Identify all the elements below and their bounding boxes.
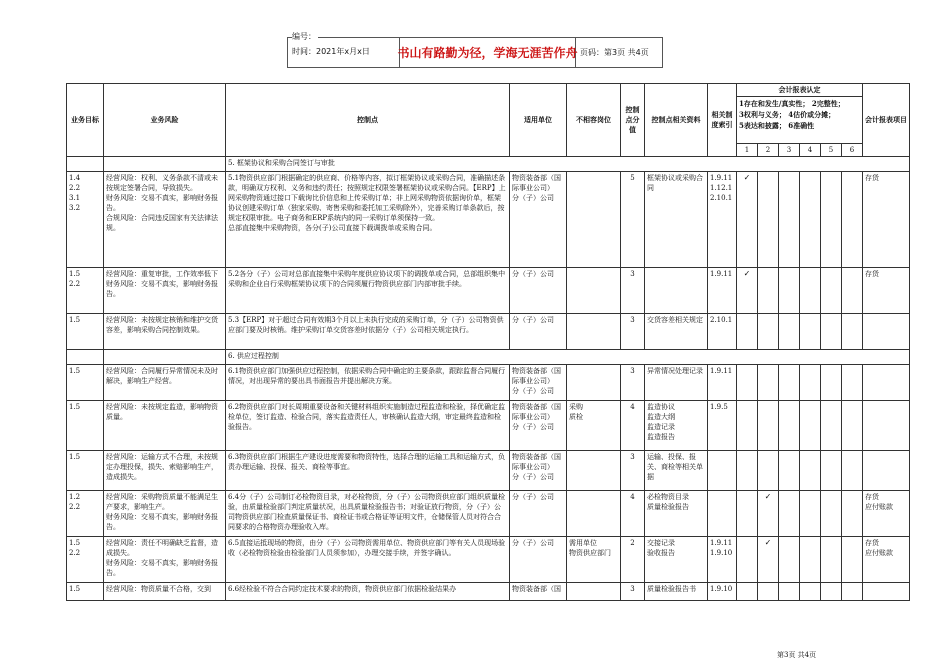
control-matrix-table (66, 83, 910, 601)
table-row (67, 314, 910, 350)
table-row (67, 365, 910, 401)
col-header-risk: 业务风险 (104, 84, 226, 157)
docs-cell (645, 268, 708, 314)
report-item-cell (863, 365, 910, 401)
assertion-check-4 (800, 401, 821, 451)
assertion-check-2 (758, 172, 779, 268)
report-item-cell (863, 451, 910, 491)
score-cell: 4 (621, 401, 645, 451)
section-row (67, 350, 910, 365)
risk-cell: 经营风险：合同履行异常情况未及时解决，影响生产经营。 (104, 365, 226, 401)
risk-cell: 经营风险：未按规定核销和维护交货容差，影响采购合同控制效果。 (104, 314, 226, 350)
assertion-check-1: ✓ (737, 268, 758, 314)
assertion-check-6 (842, 537, 863, 583)
assertion-check-5 (821, 537, 842, 583)
assertion-check-4 (800, 268, 821, 314)
assertion-check-6 (842, 172, 863, 268)
assertion-check-5 (821, 172, 842, 268)
report-item-cell: 存货 (863, 172, 910, 268)
col-header-control: 控制点 (226, 84, 510, 157)
control-cell: 6.3物资供应部门根据生产建设进度需要和物资特性，选择合理的运输工具和运输方式，负责办理运输、投保、报关、商检等事宜。 (226, 451, 510, 491)
assertion-check-3 (779, 314, 800, 350)
docs-cell: 质量检验报告书 (645, 583, 708, 601)
assertion-check-2 (758, 583, 779, 601)
header-page: 页码：第3页 共4页 (580, 48, 649, 57)
assertion-check-3 (779, 401, 800, 451)
col-header-item: 会计报表项目 (863, 84, 910, 157)
assertion-check-5 (821, 268, 842, 314)
incompatible-cell: 采购 质检 (567, 401, 621, 451)
control-cell: 5.3【ERP】对于超过合同有效期3个月以上未执行完成的采购订单，分（子）公司物资供应部门要及时核销。维护采购订单交货容差时依据分（子）公司相关规定执行。 (226, 314, 510, 350)
assertion-check-1 (737, 401, 758, 451)
assertion-check-2 (758, 365, 779, 401)
assertion-check-6 (842, 451, 863, 491)
score-cell: 3 (621, 268, 645, 314)
index-cell: 1.9.11 1.12.1 2.10.1 (708, 172, 737, 268)
score-cell: 3 (621, 583, 645, 601)
assertion-check-4 (800, 583, 821, 601)
assertion-check-3 (779, 583, 800, 601)
control-cell: 5.2各分（子）公司对总部直接集中采购年度供应协议项下的调拨单或合同，总部组织集中采购和企业自行采购框架协议项下的合同须履行物资供应部门内部审批手续。 (226, 268, 510, 314)
goal-cell: 1.5 (67, 401, 104, 451)
doc-date: 时间：2021年x月x日 (292, 47, 370, 56)
assertion-check-6 (842, 401, 863, 451)
doc-number: 编号： (292, 32, 316, 41)
assertion-check-6 (842, 365, 863, 401)
assertion-col-1: 1 (737, 144, 758, 157)
assertion-check-4 (800, 451, 821, 491)
control-cell: 6.2物资供应部门对长周期重要设备和关键材料组织实施制造过程监造和检验，择优确定监检单位，签订监造、检验合同，落实监造责任人，审核确认监造大纲，审定最终监造和检验报告。 (226, 401, 510, 451)
assertion-check-2 (758, 401, 779, 451)
incompatible-cell (567, 172, 621, 268)
table-row (67, 491, 910, 537)
assertion-check-5 (821, 451, 842, 491)
table-row (67, 583, 910, 601)
table-row (67, 172, 910, 268)
header-motto: 书山有路勤为径，学海无涯苦作舟 (400, 38, 576, 67)
score-cell: 3 (621, 314, 645, 350)
assertion-check-1 (737, 491, 758, 537)
unit-cell: 物资装备部（国际事业公司） 分（子）公司 (510, 172, 567, 268)
table-row (67, 268, 910, 314)
unit-cell: 分（子）公司 (510, 491, 567, 537)
assertion-check-2: ✓ (758, 491, 779, 537)
index-cell (708, 451, 737, 491)
assertion-check-3 (779, 172, 800, 268)
header-meta (288, 32, 400, 67)
assertion-check-3 (779, 537, 800, 583)
unit-cell: 分（子）公司 (510, 537, 567, 583)
assertion-check-1 (737, 314, 758, 350)
unit-cell: 物资装备部（国际事业公司） 分（子）公司 (510, 365, 567, 401)
goal-cell: 1.4 2.2 3.1 3.2 (67, 172, 104, 268)
table-row (67, 451, 910, 491)
assertion-col-6: 6 (842, 144, 863, 157)
goal-cell: 1.2 2.2 (67, 491, 104, 537)
incompatible-cell (567, 268, 621, 314)
assertion-col-5: 5 (821, 144, 842, 157)
col-header-incompatible: 不相容岗位 (567, 84, 621, 157)
assertion-col-3: 3 (779, 144, 800, 157)
unit-cell: 物资装备部（国际事业公司） 分（子）公司 (510, 451, 567, 491)
section-title: 6. 供应过程控制 (226, 350, 910, 365)
docs-cell: 交货容差相关规定 (645, 314, 708, 350)
report-item-cell (863, 401, 910, 451)
assertion-check-2: ✓ (758, 537, 779, 583)
incompatible-cell (567, 451, 621, 491)
assertion-check-5 (821, 365, 842, 401)
report-item-cell: 存货 应付账款 (863, 537, 910, 583)
assertion-check-3 (779, 451, 800, 491)
assertion-check-2 (758, 268, 779, 314)
score-cell: 3 (621, 365, 645, 401)
assertion-check-1 (737, 537, 758, 583)
risk-cell: 经营风险：未按规定监造，影响物资质量。 (104, 401, 226, 451)
assertion-col-4: 4 (800, 144, 821, 157)
assertion-check-5 (821, 491, 842, 537)
assertion-check-1 (737, 583, 758, 601)
col-header-unit: 适用单位 (510, 84, 567, 157)
incompatible-cell: 需用单位 物资供应部门 (567, 537, 621, 583)
col-header-score: 控制点分值 (621, 84, 645, 157)
unit-cell: 分（子）公司 (510, 268, 567, 314)
risk-cell: 经营风险：物资质量不合格，交到 (104, 583, 226, 601)
assertion-check-3 (779, 491, 800, 537)
assertion-check-3 (779, 268, 800, 314)
goal-cell: 1.5 2.2 (67, 537, 104, 583)
assertion-check-4 (800, 365, 821, 401)
control-cell: 6.6经检验不符合合同约定技术要求的物资，物资供应部门依据检验结果办 (226, 583, 510, 601)
assertion-check-4 (800, 172, 821, 268)
unit-cell: 物资装备部（国际事业公司） 分（子）公司 (510, 401, 567, 451)
assertion-check-4 (800, 491, 821, 537)
docs-cell: 监造协议 监造大纲 监造记录 监造报告 (645, 401, 708, 451)
score-cell: 4 (621, 491, 645, 537)
control-cell: 6.5直接运抵现场的物资，由分（子）公司物资需用单位、物资供应部门等有关人员现场验收（必检物资检验由检验部门人员须参加），办理交接手续，并签字确认。 (226, 537, 510, 583)
col-header-index: 相关制度索引 (708, 84, 737, 157)
goal-cell: 1.5 (67, 583, 104, 601)
docs-cell: 运输、投保、报关、商检等相关单据 (645, 451, 708, 491)
assertion-check-5 (821, 314, 842, 350)
unit-cell: 物资装备部（国 (510, 583, 567, 601)
goal-cell: 1.5 (67, 314, 104, 350)
col-header-assertion: 会计报表认定 (737, 84, 863, 97)
report-item-cell: 存货 (863, 268, 910, 314)
goal-cell: 1.5 (67, 451, 104, 491)
index-cell (708, 491, 737, 537)
score-cell: 3 (621, 451, 645, 491)
assertion-check-3 (779, 365, 800, 401)
report-item-cell: 存货 应付账款 (863, 491, 910, 537)
assertion-check-4 (800, 537, 821, 583)
assertion-check-1 (737, 365, 758, 401)
docs-cell: 必检物资目录 质量检验报告 (645, 491, 708, 537)
goal-cell: 1.5 2.2 (67, 268, 104, 314)
assertion-check-5 (821, 401, 842, 451)
page-footer: 第3页 共4页 (777, 651, 817, 659)
score-cell: 5 (621, 172, 645, 268)
assertion-col-2: 2 (758, 144, 779, 157)
section-row (67, 157, 910, 172)
assertion-check-2 (758, 314, 779, 350)
assertion-check-6 (842, 491, 863, 537)
incompatible-cell (567, 583, 621, 601)
incompatible-cell (567, 314, 621, 350)
table-row (67, 537, 910, 583)
docs-cell: 框架协议或采购合同 (645, 172, 708, 268)
docs-cell: 交接记录 验收报告 (645, 537, 708, 583)
control-cell: 6.4分（子）公司制订必检物资目录，对必检物资，分（子）公司物资供应部门组织质量检验，由质量检验部门判定质量状况，出具质量检验报告书；对验证放行物资，分（子）公司物资供应部门检查质量保证书、商检证书或合格证等证明文件，仓储保管人员对符合合同要求的合格物资办理验收入库。 (226, 491, 510, 537)
assertion-check-6 (842, 583, 863, 601)
index-cell: 2.10.1 (708, 314, 737, 350)
page-header (287, 32, 663, 68)
risk-cell: 经营风险：责任不明确缺乏监督，造成损失。 财务风险：交易不真实，影响财务报告。 (104, 537, 226, 583)
control-cell: 6.1物资供应部门加强供应过程控制，依据采购合同中确定的主要条款，跟踪监督合同履行情况，对出现异常的要出具书面报告并提出解决方案。 (226, 365, 510, 401)
score-cell: 2 (621, 537, 645, 583)
col-header-docs: 控制点相关资料 (645, 84, 708, 157)
index-cell: 1.9.11 1.9.10 (708, 537, 737, 583)
assertion-check-5 (821, 583, 842, 601)
incompatible-cell (567, 491, 621, 537)
risk-cell: 经营风险：采购物资质量不能满足生产要求，影响生产。 财务风险：交易不真实，影响财务报告。 (104, 491, 226, 537)
incompatible-cell (567, 365, 621, 401)
assertion-check-1 (737, 451, 758, 491)
report-item-cell (863, 583, 910, 601)
unit-cell: 分（子）公司 (510, 314, 567, 350)
goal-cell: 1.5 (67, 365, 104, 401)
index-cell: 1.9.11 (708, 365, 737, 401)
section-title: 5. 框架协议和采购合同签订与审批 (226, 157, 910, 172)
assertion-check-4 (800, 314, 821, 350)
risk-cell: 经营风险：权利、义务条款不清或未按规定签署合同，导致损失。 财务风险：交易不真实，影响财务报告。 合规风险：合同违反国家有关法律法规。 (104, 172, 226, 268)
index-cell: 1.9.5 (708, 401, 737, 451)
report-item-cell (863, 314, 910, 350)
index-cell: 1.9.11 (708, 268, 737, 314)
assertion-legend: 1存在和发生/真实性； 2完整性； 3权利与义务； 4估价或分摊； 5表达和披露； 6准确性 (737, 97, 863, 144)
risk-cell: 经营风险：重复审批，工作效率低下 财务风险：交易不真实，影响财务报告。 (104, 268, 226, 314)
docs-cell: 异常情况处理记录 (645, 365, 708, 401)
col-header-goal: 业务目标 (67, 84, 104, 157)
assertion-check-6 (842, 268, 863, 314)
assertion-check-1: ✓ (737, 172, 758, 268)
assertion-check-2 (758, 451, 779, 491)
control-cell: 5.1物资供应部门根据确定的供应商、价格等内容，拟订框架协议或采购合同，准确描述条款，明确双方权利、义务和违约责任；按照规定权限签署框架协议或采购合同。【ERP】上网采购物资通过接口下载询比价信息和上传采购订单；非上网采购物资依据询价单，框架协议创建采购订单（独家采购、寄售采购和委托加工采购除外），完善采购订单条款后，按规定权限审批。电子商务和ERP系统内的同一采购订单须保持一致。 总部直接集中采购物资，各分(子)公司直接下载调拨单或采购合同。 (226, 172, 510, 268)
index-cell: 1.9.10 (708, 583, 737, 601)
assertion-check-6 (842, 314, 863, 350)
table-row (67, 401, 910, 451)
risk-cell: 经营风险：运输方式不合理，未按规定办理投保，损失、索赔影响生产，造成损失。 (104, 451, 226, 491)
